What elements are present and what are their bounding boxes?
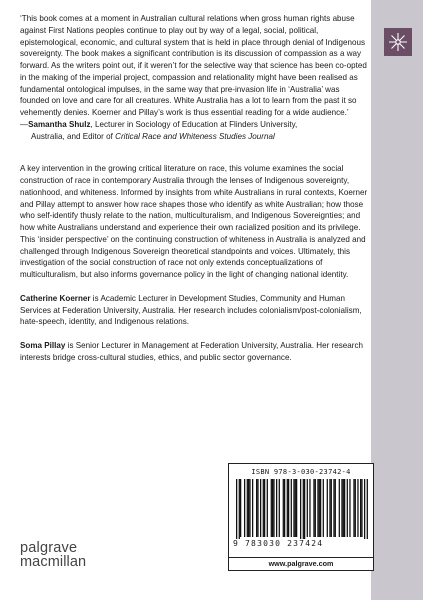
barcode-bar bbox=[315, 479, 316, 537]
spine-strip bbox=[371, 0, 423, 600]
publisher-logo bbox=[20, 541, 86, 569]
barcode-bar bbox=[273, 479, 274, 537]
barcode-bar bbox=[317, 479, 318, 537]
barcode-bars bbox=[236, 479, 368, 539]
barcode-bar bbox=[276, 479, 277, 537]
barcode-bar bbox=[263, 479, 264, 537]
barcode-bar bbox=[313, 479, 314, 537]
author-name: Catherine Koerner bbox=[20, 293, 91, 303]
barcode-bar bbox=[244, 479, 245, 537]
barcode-bar bbox=[256, 479, 257, 537]
barcode-digits: 9 783030 237424 bbox=[233, 539, 324, 548]
endorsement-quote bbox=[20, 13, 368, 142]
isbn-label: ISBN 978-3-030-23742-4 bbox=[251, 468, 351, 476]
barcode-bar bbox=[295, 479, 296, 537]
barcode-bar bbox=[329, 479, 330, 537]
barcode-bar bbox=[271, 479, 272, 537]
barcode-bar bbox=[239, 479, 240, 539]
barcode-bar bbox=[300, 479, 301, 539]
palgrave-star-icon bbox=[384, 28, 412, 56]
barcode-bar bbox=[252, 479, 253, 537]
barcode-bar bbox=[309, 479, 310, 537]
barcode-bar bbox=[335, 479, 336, 537]
barcode-bar bbox=[331, 479, 332, 537]
barcode-bar bbox=[355, 479, 356, 537]
barcode-bar bbox=[288, 479, 289, 537]
publisher-line2: macmillan bbox=[20, 554, 87, 570]
barcode-bar bbox=[264, 479, 265, 537]
publisher-website: www.palgrave.com bbox=[229, 557, 373, 570]
barcode-bar bbox=[353, 479, 354, 537]
barcode-bar bbox=[279, 479, 280, 537]
attribution-dash: — bbox=[20, 119, 29, 129]
barcode-bar bbox=[283, 479, 284, 537]
barcode-bar bbox=[364, 479, 365, 539]
attribution-journal: Critical Race and Whiteness Studies Journal bbox=[115, 131, 275, 141]
barcode-bar bbox=[320, 479, 321, 537]
isbn-barcode bbox=[228, 463, 374, 571]
barcode-bar bbox=[327, 479, 328, 537]
barcode-bar bbox=[267, 479, 268, 537]
attribution-line2: Australia, and Editor of bbox=[31, 131, 116, 141]
barcode-bar bbox=[284, 479, 285, 537]
barcode-bar bbox=[360, 479, 361, 537]
author-bio-pillay bbox=[20, 340, 368, 364]
barcode-bar bbox=[333, 479, 334, 537]
book-description: A key intervention in the growing critical literature on race, this volume examines the social construction of race in contemporary Australia through the lenses of Indigenous sovereignty, nationhood, and whiteness. Informed by insights from white Australians in rural contexts, Koerner and Pillay attempt to answer how race shapes those who identify as white Australian; how those who self-identify thusly relate to the nation, multiculturalism, and Indigenous Sovereignties; and how white Australians understand and experience their own racialized position and its privilege. This ‘insider perspective’ on the continuing construction of whiteness in Australia is analyzed and challenged through Indigenous Sovereign theoretical standpoints and voices. Ultimately, this investigation of the social construction of race not only extends conceptualizations of multiculturalism, but also informs governance policy in the light of changing national identity. bbox=[20, 164, 368, 279]
barcode-bar bbox=[304, 479, 305, 539]
barcode-bar bbox=[291, 479, 292, 537]
barcode-bar bbox=[339, 479, 340, 537]
barcode-bar bbox=[240, 479, 241, 537]
barcode-bar bbox=[349, 479, 350, 537]
barcode-bar bbox=[236, 479, 237, 539]
barcode-bar bbox=[287, 479, 288, 537]
barcode-bar bbox=[307, 479, 308, 537]
barcode-bar bbox=[248, 479, 249, 537]
attribution-name: Samantha Shulz bbox=[28, 119, 91, 129]
barcode-bar bbox=[347, 479, 348, 537]
barcode-bar bbox=[293, 479, 294, 537]
publisher-line1: palgrave bbox=[20, 540, 78, 556]
quote-text: ‘This book comes at a moment in Australian cultural relations when gross human rights abuse against First Nations peoples continue to play out by way of a legal, social, political, epistemological, economic, and cultural system that is held in place through denial of Indigenous sovereignty. The book makes a significant contribution is its discussion of compassion as a way forward. As the writers point out, if it weren’t for the selective way that science has been co-opted in the making of the imperial project, compassion and relationality might have been realised as fundamental ontological impulses, in the same way that pre-invasion life in ‘Australia’ was founded on love and care for all creatures. White Australia has a lot to learn from the past it so vehemently denies. Koerner and Pillay’s work is thus essential reading for a wide audience.’ bbox=[20, 14, 367, 117]
quote-attribution bbox=[20, 119, 368, 143]
barcode-bar bbox=[247, 479, 248, 537]
attribution-role: , Lecturer in Sociology of Education at Flinders University, bbox=[90, 119, 298, 129]
barcode-bar bbox=[303, 479, 304, 539]
barcode-bar bbox=[343, 479, 344, 537]
barcode-bar bbox=[341, 479, 342, 537]
barcode-bar bbox=[260, 479, 261, 537]
barcode-bar bbox=[272, 479, 273, 537]
barcode-bar bbox=[249, 479, 250, 537]
barcode-bar bbox=[323, 479, 324, 537]
author-name: Soma Pillay bbox=[20, 341, 66, 350]
barcode-bar bbox=[344, 479, 345, 537]
author-bio-koerner bbox=[20, 293, 368, 328]
barcode-bar bbox=[357, 479, 358, 537]
barcode-bar bbox=[361, 479, 362, 537]
author-bio: is Senior Lecturer in Management at Federation University, Australia. Her research interests bridge cross-cultural studies, ethics, and public sector governance. bbox=[20, 341, 363, 362]
barcode-bar bbox=[257, 479, 258, 537]
author-bio: is Academic Lecturer in Development Studies, Community and Human Services at Federation University, Australia. Her research includes colonialism/post-colonialism, hate-speech, identity, and Indigenous relations. bbox=[20, 293, 362, 327]
barcode-bar bbox=[296, 479, 297, 537]
barcode-bar bbox=[319, 479, 320, 537]
back-cover-text bbox=[20, 13, 368, 364]
barcode-bar bbox=[367, 479, 368, 539]
